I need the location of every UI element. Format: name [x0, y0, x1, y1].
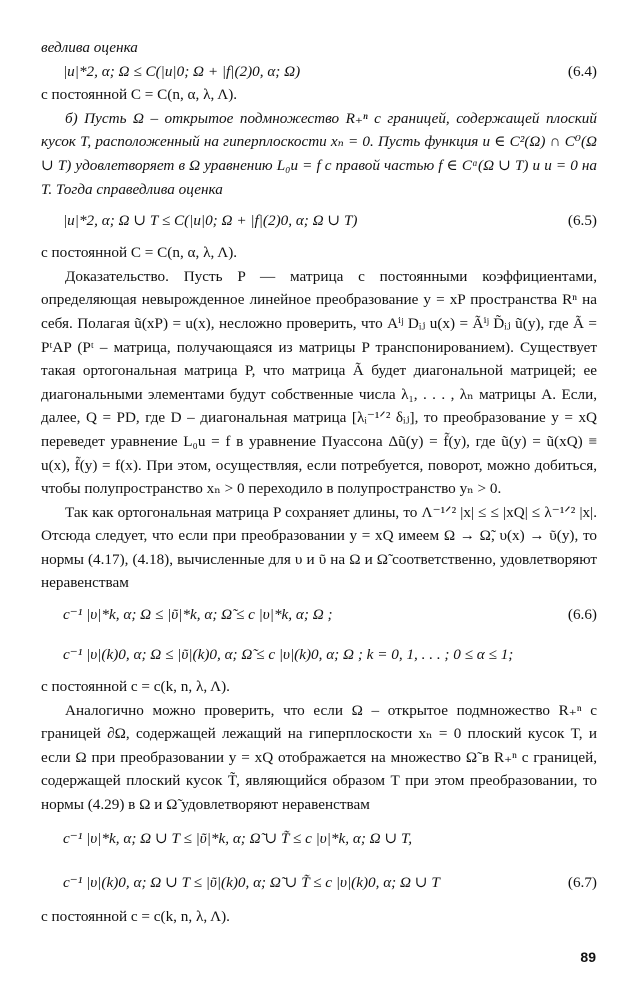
- equation-body: c⁻¹ |υ|*k, α; Ω ∪ T ≤ |ῦ|*k, α; Ω̃ ∪ T̃ ≤ c |υ|*k, α; Ω ∪ T,: [63, 829, 413, 847]
- equation-number: (6.5): [567, 212, 597, 230]
- equation-6-6-second: [41, 635, 597, 675]
- equation-number: (6.4): [567, 62, 597, 80]
- text-line: с постоянной c = c(k, n, λ, Λ).: [41, 907, 230, 925]
- equation-body: c⁻¹ |υ|(k)0, α; Ω ≤ |ῦ|(k)0, α; Ω̃ ≤ c |υ|(k)0, α; Ω ; k = 0, 1, . . . ; 0 ≤ α ≤ 1;: [63, 646, 514, 664]
- equation-body: c⁻¹ |υ|*k, α; Ω ≤ |ῦ|*k, α; Ω̃ ≤ c |υ|*k, α; Ω ;: [63, 606, 333, 624]
- text-line: с постоянной c = c(k, n, λ, Λ).: [41, 678, 230, 696]
- text-line: ведлива оценка: [41, 39, 138, 56]
- equation-body: |u|*2, α; Ω ∪ T ≤ C(|u|0; Ω + |f|(2)0, α; Ω ∪ T): [63, 212, 358, 230]
- equation-6-5: [41, 201, 597, 241]
- text-line: с постоянной C = C(n, α, λ, Λ).: [41, 86, 238, 104]
- equation-6-7-second: [41, 861, 597, 905]
- paragraph: Доказательство. Пусть P — матрица с постоянными коэффициентами, определяющая невырожденное линейное преобразование y = xP пространства Rⁿ на себя. Полагая ũ(xP) = u(x), несложно проверить, что Aⁱʲ Dᵢⱼ u(x) = Ãⁱʲ D̃ᵢⱼ ũ(y), где Ã = PᵗAP (Pᵗ – матрица, получающаяся из матрицы P транспонированием). Существует такая ортогональная матрица P, что матрица Ã будет диагональной матрицей; ее диагональными элементами будут собственные числа λ₁, . . . , λₙ матрицы A. Если, далее, Q = PD, где D – диагональная матрица [λᵢ⁻¹ᐟ² δᵢⱼ], то преобразование y = xQ переведет уравнение L₀u = f в уравнение Пуассона Δũ(y) = f̃(y), где ũ(y) = ũ(xQ) ≡ u(x), f̃(y) = f(x). При этом, осуществляя, если потребуется, поворот, можно добиться, чтобы полупространство xₙ > 0 переходило в полупространство yₙ > 0.: [41, 267, 597, 498]
- equation-6-7: [41, 817, 597, 861]
- text-line: с постоянной C = C(n, α, λ, Λ).: [41, 244, 238, 262]
- paragraph: Так как ортогональная матрица P сохраняет длины, то Λ⁻¹ᐟ² |x| ≤ ≤ |xQ| ≤ λ⁻¹ᐟ² |x|. Отсюда следует, что если при преобразовании y = xQ имеем Ω → Ω̃, υ(x) → ῦ(y), то нормы (4.17), (4.18), вычисленные для υ и ῦ на Ω и Ω̃ соответственно, удовлетворяют неравенствам: [41, 503, 597, 592]
- equation-6-4: [41, 60, 597, 84]
- equation-number: (6.7): [567, 873, 597, 891]
- equation-6-6: [41, 595, 597, 635]
- page-number: 89: [580, 949, 596, 965]
- page-body: [41, 36, 597, 928]
- equation-body: |u|*2, α; Ω ≤ C(|u|0; Ω + |f|(2)0, α; Ω): [63, 62, 301, 80]
- paragraph: б) Пусть Ω – открытое подмножество R₊ⁿ с границей, содержащей плоский кусок T, расположенный на гиперплоскости xₙ = 0. Пусть функция u ∈ C²(Ω) ∩ C⁰(Ω ∪ T) удовлетворяет в Ω уравнению L₀u = f с правой частью f ∈ Cᵅ(Ω ∪ T) и u = 0 на T. Тогда справедлива оценка: [41, 109, 597, 198]
- equation-number: (6.6): [567, 606, 597, 624]
- paragraph: Аналогично можно проверить, что если Ω – открытое подмножество R₊ⁿ с границей ∂Ω, содержащей лежащий на гиперплоскости xₙ = 0 плоский кусок T, и если Ω при преобразовании y = xQ отображается на множество Ω̃ в R₊ⁿ с границей, содержащей плоский кусок T̃, являющийся образом T при этом преобразовании, то нормы (4.29) в Ω и Ω̃ удовлетворяют неравенствам: [41, 701, 597, 814]
- equation-body: c⁻¹ |υ|(k)0, α; Ω ∪ T ≤ |ῦ|(k)0, α; Ω̃ ∪ T̃ ≤ c |υ|(k)0, α; Ω ∪ T: [63, 873, 440, 891]
